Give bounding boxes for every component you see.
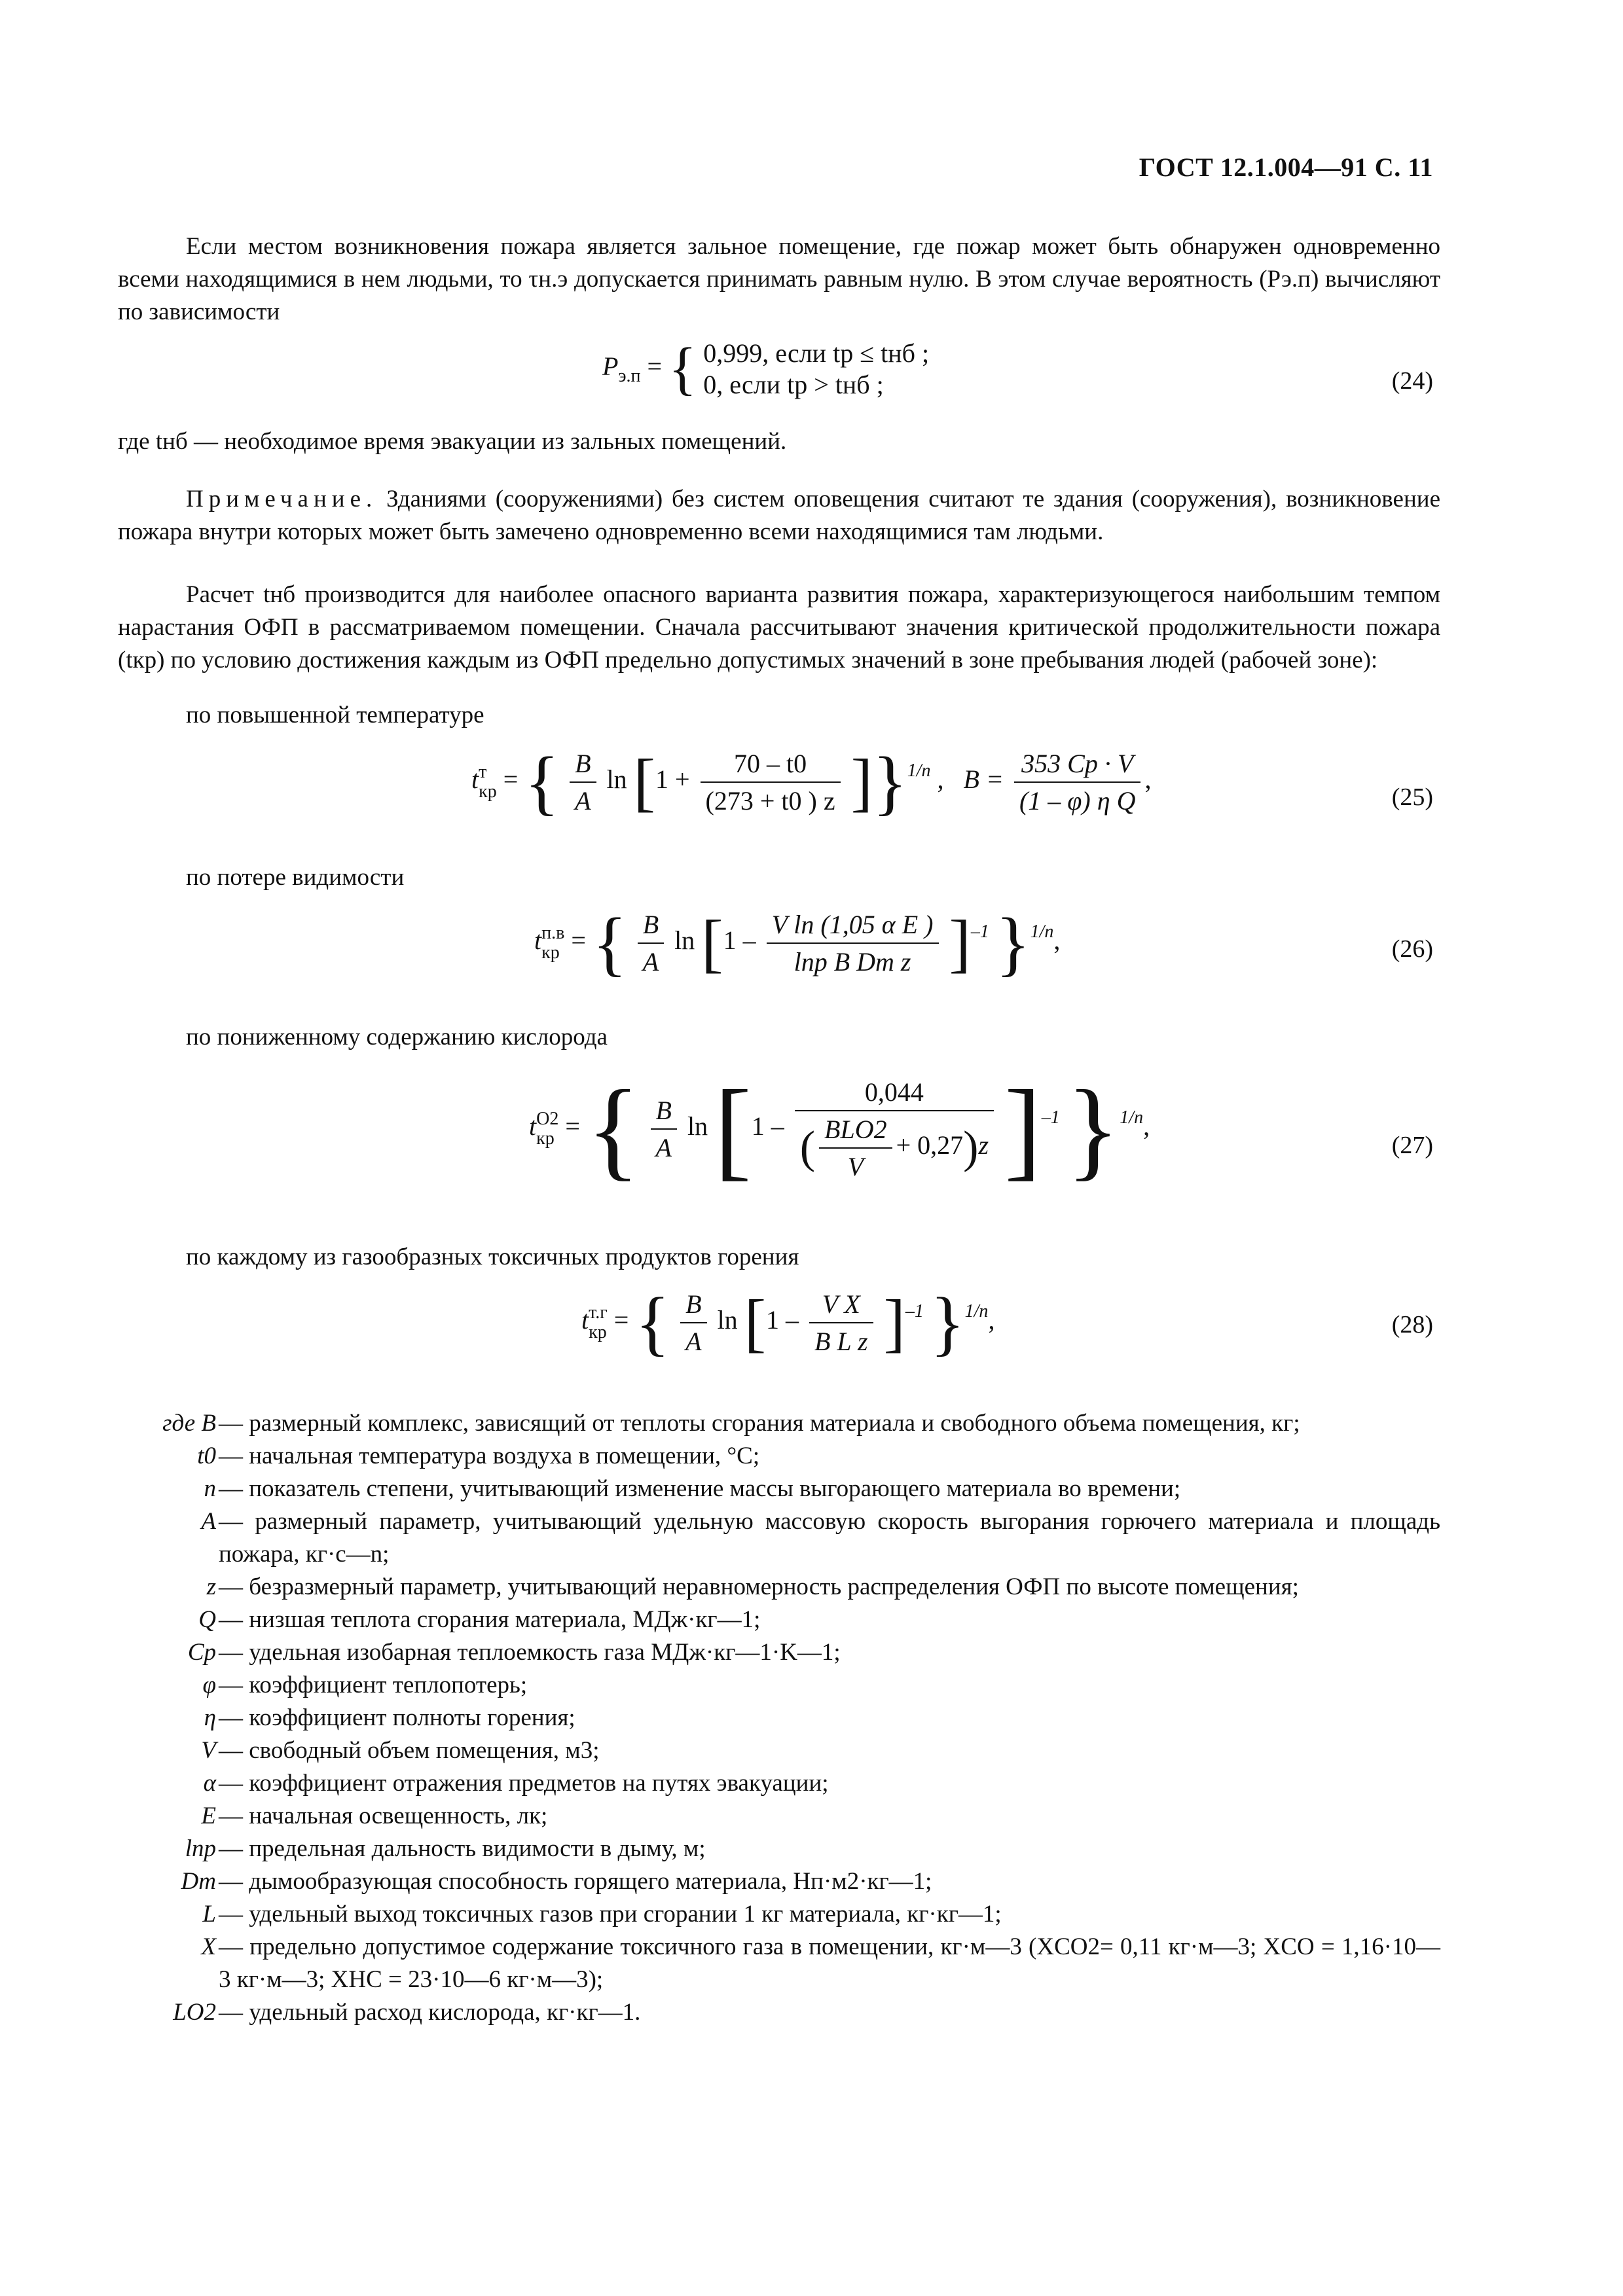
note (118, 483, 1440, 548)
equation-24: $P_{э.п}$ = { 0,999, если tр ≤ tнб ; 0, если tр > tнб ; (602, 336, 930, 401)
definition-row: LO2 — удельный расход кислорода, кг·кг—1. (173, 1999, 641, 2026)
eq24-case1: 0,999, если tр ≤ tнб ; (703, 338, 930, 368)
equation-25-number: (25) (1391, 783, 1433, 811)
note-label: Примечание. (186, 486, 378, 512)
definition-row: V — свободный объем помещения, м3; (201, 1737, 600, 1764)
definition-row: φ — коэффициент теплопотерь; (202, 1672, 528, 1698)
definition-row: Cр — удельная изобарная теплоемкость газа МДж·кг—1·K—1; (187, 1639, 841, 1666)
paragraph-zal: Если местом возникновения пожара является зальное помещение, где пожар может быть обнаружен одновременно всеми находящимися в нем людьми, то τн.э допускается принимать равным нулю. В этом случае вероятность (Рэ.п) вычисляют по зависимости (118, 233, 1440, 325)
definitions-list (118, 1407, 1440, 2029)
equation-27-number: (27) (1391, 1132, 1433, 1159)
equation-28: t т.г кр = { $\frac{B}{A}$ ln [1 – $\frac{\text{V X}}{\text{B L z}}$ ]$^{-1}$ }$^{1/n}$, (581, 1283, 995, 1363)
equation-28-number: (28) (1391, 1311, 1433, 1338)
definition-row: Q — низшая теплота сгорания материала, МДж·кг—1; (198, 1606, 761, 1633)
definition-row: Dm — дымообразующая способность горящего материала, Нп·м2·кг—1; (181, 1868, 932, 1895)
equation-25: t т кр = { $\frac{B}{A}$ ln [1 + $\frac{70 - t0}{(273 + t0 ) z}$ ]}$^{1/n}$ , B = $\frac{353 Cp \cdot V}{\text{(1 – φ) η Q}}$ , (471, 742, 1152, 822)
definition-row: n — показатель степени, учитывающий изменение массы выгорающего материала во времени; (204, 1475, 1181, 1502)
equation-27: t O2 кр = { $\frac{B}{A}$ ln [1 – 0,044 ( $\frac{\text{BLO2}}{V}$ + 0,27)z ]$^{-1}$ }$^{1/n}$, (529, 1067, 1150, 1191)
definition-row: E — начальная освещенность, лк; (201, 1803, 548, 1829)
lead-temperature: по повышенной температуре (186, 702, 484, 728)
equation-24-number: (24) (1391, 367, 1433, 395)
definition-row: η — коэффициент полноты горения; (204, 1704, 575, 1731)
note-text: Зданиями (сооружениями) без систем оповещения считают те здания (сооружения), возникновение пожара внутри которых может быть замечено одновременно всеми находящимися там людьми. (118, 486, 1440, 545)
definition-row: X — предельно допустимое содержание токсичного газа в помещении, кг·м—3 (XCO2= 0,11 кг·м—3; XCO = 1,16·10—3 кг·м—3; XHC = 23·10—6 кг·м—3); (201, 1933, 1440, 1993)
eq24-lhs-sub: э.п (618, 366, 641, 387)
definition-row: z — безразмерный параметр, учитывающий неравномерность распределения ОФП по высоте помещения; (206, 1573, 1299, 1600)
eq24-lhs: P (602, 351, 619, 382)
definition-row: t0 — начальная температура воздуха в помещении, °C; (197, 1443, 760, 1469)
where-tnb: где tнб — необходимое время эвакуации из зальных помещений. (118, 428, 787, 455)
definition-row: lпр — предельная дальность видимости в дыму, м; (185, 1835, 706, 1862)
equation-26: t п.в кр = { $\frac{B}{A}$ ln [1 – $\frac{\text{V ln (1,05 α E )}}{\text{lпр B Dm z}}$ ]$^{-1}$ }$^{1/n}$, (534, 903, 1061, 983)
lead-oxygen: по пониженному содержанию кислорода (186, 1024, 608, 1050)
lead-visibility: по потере видимости (186, 864, 405, 891)
definition-row: α — коэффициент отражения предметов на путях эвакуации; (203, 1770, 829, 1797)
equation-26-number: (26) (1391, 935, 1433, 963)
page-header: ГОСТ 12.1.004—91 С. 11 (1139, 152, 1433, 182)
definition-row: A — размерный параметр, учитывающий удельную массовую скорость выгорания горючего материала и площадь пожара, кг·с—n; (201, 1508, 1440, 1568)
eq24-case2: 0, если tр > tнб ; (703, 370, 884, 399)
eq24-cases (703, 338, 929, 401)
definition-row: где B — размерный комплекс, зависящий от теплоты сгорания материала и свободного объема помещения, кг; (162, 1410, 1300, 1437)
paragraph-calculation: Расчет tнб производится для наиболее опасного варианта развития пожара, характеризующегося наибольшим темпом нарастания ОФП в рассматриваемом помещении. Сначала рассчитывают значения критической продолжительности пожара (tкр) по условию достижения каждым из ОФП предельно допустимых значений в зоне пребывания людей (рабочей зоне): (118, 581, 1440, 673)
definition-row: L — удельный выход токсичных газов при сгорании 1 кг материала, кг·кг—1; (202, 1901, 1002, 1928)
lead-toxic: по каждому из газообразных токсичных продуктов горения (186, 1244, 799, 1270)
